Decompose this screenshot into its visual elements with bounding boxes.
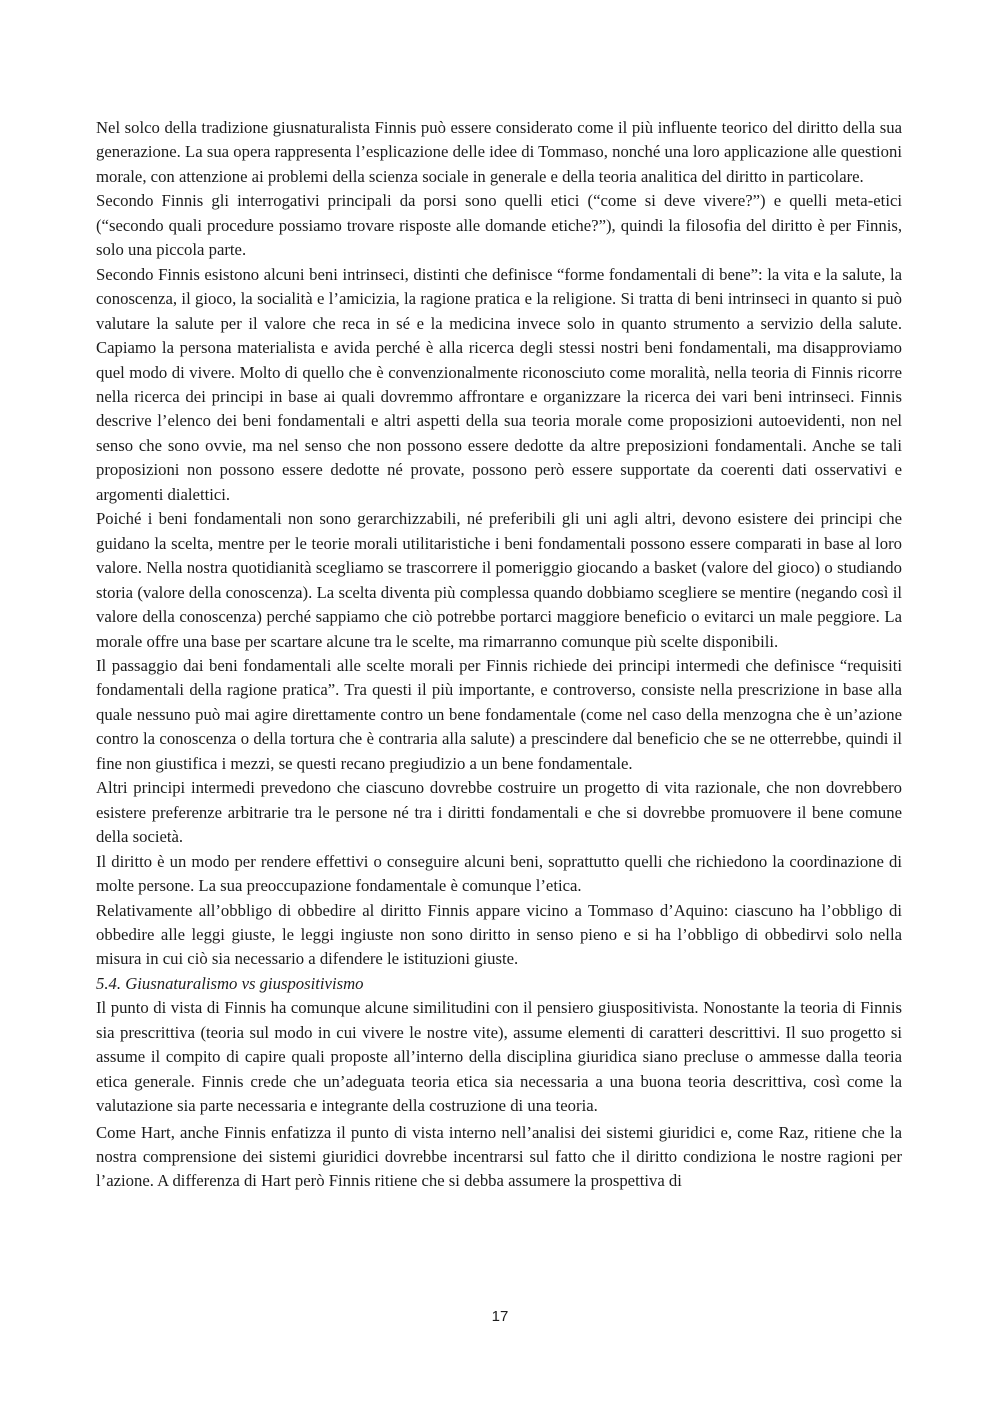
paragraph-8: Relativamente all’obbligo di obbedire al diritto Finnis appare vicino a Tommaso d’Aquino: ciascuno ha l’obbligo di obbedire alle leggi giuste, le leggi ingiuste non sono diritto in senso pieno e si ha l’obbligo di obbedirvi solo nella misura in cui ciò sia necessario a difendere le istituzioni giuste.: [96, 900, 902, 969]
body-text: [96, 116, 902, 1194]
paragraph-1: Nel solco della tradizione giusnaturalista Finnis può essere considerato come il più influente teorico del diritto della sua generazione. La sua opera rappresenta l’esplicazione delle idee di Tommaso, nonché una loro applicazione alle questioni morale, con attenzione ai problemi della scienza sociale in generale e della teoria analitica del diritto in particolare.: [96, 118, 902, 186]
paragraph-5: Il passaggio dai beni fondamentali alle scelte morali per Finnis richiede dei principi intermedi che definisce “requisiti fondamentali della ragione pratica”. Tra questi il più importante, e controverso, consiste nella prescrizione in base alla quale nessuno può mai agire direttamente contro un bene fondamentale (come nel caso della menzogna che è un’azione contro la conoscenza o della tortura che è contraria alla salute) a prescindere dal beneficio che se ne otterrebbe, quindi il fine non giustifica i mezzi, se questi recano pregiudizio a un bene fondamentale.: [96, 655, 902, 773]
paragraph-6: Altri principi intermedi prevedono che ciascuno dovrebbe costruire un progetto di vita razionale, che non dovrebbero esistere preferenze arbitrarie tra le persone né tra i diritti fondamentali e che si dovrebbe promuovere il bene comune della società.: [96, 778, 902, 847]
paragraph-4: Poiché i beni fondamentali non sono gerarchizzabili, né preferibili gli uni agli altri, devono esistere dei principi che guidano la scelta, mentre per le teorie morali utilitaristiche i beni fondamentali possono essere comparati in base al loro valore. Nella nostra quotidianità scegliamo se trascorrere il pomeriggio giocando a basket (valore del gioco) o studiando storia (valore della conoscenza). La scelta diventa più complessa quando dobbiamo scegliere se mentire (negando così il valore della conoscenza) perché sappiamo che ciò potrebbe portarci maggiore beneficio o evitarci un male peggiore. La morale offre una base per scartare alcune tra le scelte, ma rimarranno comunque più scelte disponibili.: [96, 509, 902, 651]
paragraph-9: Il punto di vista di Finnis ha comunque alcune similitudini con il pensiero giuspositivista. Nonostante la teoria di Finnis sia prescrittiva (teoria sul modo in cui vivere le nostre vite), assume elementi di caratteri descrittivi. Il suo progetto si assume il compito di capire quali proposte all’interno della disciplina giuridica siano precluse o ammesse dalla teoria etica generale. Finnis crede che un’adeguata teoria etica sia necessaria a una buona teoria descrittiva, così come la valutazione sia parte necessaria e integrante della costruzione di una teoria.: [96, 998, 902, 1116]
section-heading: 5.4. Giusnaturalismo vs giuspositivismo: [96, 973, 364, 993]
paragraph-10: Come Hart, anche Finnis enfatizza il punto di vista interno nell’analisi dei sistemi giuridici e, come Raz, ritiene che la nostra comprensione dei sistemi giuridici dovrebbe incentrarsi sul fatto che il diritto condiziona le nostre ragioni per l’azione. A differenza di Hart però Finnis ritiene che si debba assumere la prospettiva di: [96, 1122, 902, 1191]
paragraph-7: Il diritto è un modo per rendere effettivi o conseguire alcuni beni, soprattutto quelli che richiedono la coordinazione di molte persone. La sua preoccupazione fondamentale è comunque l’etica.: [96, 851, 902, 896]
paragraph-3: Secondo Finnis esistono alcuni beni intrinseci, distinti che definisce “forme fondamentali di bene”: la vita e la salute, la conoscenza, il gioco, la socialità e l’amicizia, la ragione pratica e la religione. Si tratta di beni intrinseci in quanto si può valutare la salute per il valore che reca in sé e la medicina invece solo in quanto strumento a servizio della salute. Capiamo la persona materialista e avida perché è alla ricerca degli stessi nostri beni fondamentali, ma disapproviamo quel modo di vivere. Molto di quello che è convenzionalmente riconosciuto come moralità, nella teoria di Finnis ricorre nella ricerca dei principi in base ai quali dovremmo affrontare e organizzare la ricerca dei vari beni intrinseci. Finnis descrive l’elenco dei beni fondamentali e altri aspetti della sua teoria morale come proposizioni autoevidenti, non nel senso che sono ovvie, ma nel senso che non possono essere dedotte da altre preposizioni fondamentali. Anche se tali proposizioni non possono essere dedotte né provate, possono però essere supportate da coerenti dati osservativi e argomenti dialettici.: [96, 264, 902, 504]
paragraph-2: Secondo Finnis gli interrogativi principali da porsi sono quelli etici (“come si deve vivere?”) e quelli meta-etici (“secondo quali procedure possiamo trovare risposte alle domande etiche?”), quindi la filosofia del diritto è per Finnis, solo una piccola parte.: [96, 191, 902, 260]
page-number: 17: [491, 1308, 509, 1325]
